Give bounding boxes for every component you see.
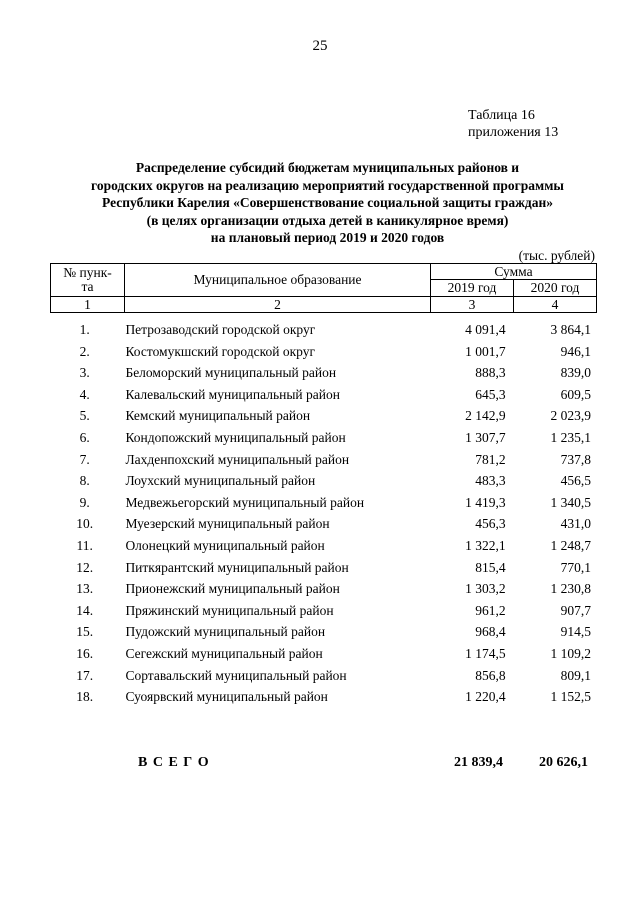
header-year-2020: 2020 год — [514, 280, 597, 297]
row-number: 14. — [76, 602, 94, 618]
total-2019: 21 839,4 — [454, 755, 503, 770]
row-municipality: Прионежский муниципальный район — [125, 581, 340, 597]
units-label: (тыс. рублей) — [518, 248, 595, 263]
row-value-2020: 1 230,8 — [550, 581, 591, 597]
row-value-2020: 839,0 — [560, 365, 591, 381]
row-number: 1. — [79, 322, 90, 337]
table-row — [50, 341, 597, 363]
table-row — [50, 319, 597, 341]
header-sum-cell: Сумма — [431, 264, 597, 280]
row-value-2019: 1 220,4 — [465, 689, 506, 705]
row-value-2019: 1 419,3 — [465, 494, 506, 510]
row-number: 2. — [79, 343, 90, 359]
row-municipality: Кондопожский муниципальный район — [125, 429, 346, 445]
title-line2: городских округов на реализацию мероприятий государственной программы — [91, 177, 564, 193]
row-number: 3. — [79, 365, 90, 381]
row-municipality: Пряжинский муниципальный район — [125, 602, 334, 618]
row-number: 13. — [76, 581, 94, 597]
table-row — [50, 621, 597, 643]
row-municipality: Петрозаводский городской округ — [125, 322, 316, 337]
table-row — [50, 513, 597, 535]
row-value-2019: 4 091,4 — [465, 322, 506, 337]
table-row — [50, 643, 597, 665]
row-value-2020: 737,8 — [560, 451, 591, 467]
table-header — [50, 263, 597, 313]
table-row — [50, 686, 597, 708]
row-value-2019: 815,4 — [475, 559, 506, 575]
table-row — [50, 578, 597, 600]
table-row — [50, 492, 597, 514]
total-2020: 20 626,1 — [539, 755, 588, 770]
table-ref-line1: Таблица 16 — [468, 108, 535, 123]
row-value-2020: 1 248,7 — [550, 537, 591, 553]
table-row — [50, 449, 597, 471]
table-reference — [468, 107, 558, 141]
title-line1: Распределение субсидий бюджетам муниципальных районов и — [135, 160, 520, 175]
title-line4: (в целях организации отдыха детей в каникулярное время) — [146, 212, 509, 228]
title-line5: на плановый период 2019 и 2020 годов — [210, 230, 445, 245]
row-municipality: Муезерский муниципальный район — [125, 516, 330, 532]
row-value-2020: 456,5 — [560, 473, 591, 489]
row-value-2019: 1 001,7 — [465, 343, 506, 359]
row-value-2020: 770,1 — [560, 559, 591, 575]
row-number: 4. — [79, 386, 90, 402]
row-municipality: Лахденпохский муниципальный район — [125, 451, 350, 467]
row-value-2020: 431,0 — [560, 516, 591, 532]
row-value-2020: 914,5 — [560, 624, 591, 640]
row-number: 9. — [79, 494, 90, 510]
row-municipality: Лоухский муниципальный район — [125, 473, 316, 489]
header-col-1: 1 — [51, 297, 125, 313]
table-row — [50, 665, 597, 687]
row-number: 17. — [76, 667, 94, 683]
row-value-2019: 968,4 — [475, 624, 506, 640]
header-num-line2: та — [81, 279, 94, 294]
row-value-2020: 1 340,5 — [550, 494, 591, 510]
row-municipality: Питкярантский муниципальный район — [125, 559, 349, 575]
row-value-2019: 456,3 — [475, 516, 506, 532]
header-col-4: 4 — [514, 297, 597, 313]
row-value-2020: 1 109,2 — [550, 645, 591, 661]
row-number: 15. — [76, 624, 94, 640]
row-value-2020: 809,1 — [560, 667, 591, 683]
header-num-line1: № пунк- — [63, 265, 112, 280]
row-value-2019: 781,2 — [475, 451, 506, 467]
row-value-2019: 1 174,5 — [465, 645, 506, 661]
table-ref-line2: приложения 13 — [468, 125, 559, 140]
table-row — [50, 557, 597, 579]
total-label: В С Е Г О — [138, 755, 210, 770]
row-value-2019: 961,2 — [475, 602, 506, 618]
table-row — [50, 535, 597, 557]
row-value-2020: 946,1 — [560, 343, 591, 359]
row-value-2020: 3 864,1 — [550, 322, 591, 337]
row-municipality: Пудожский муниципальный район — [125, 624, 326, 640]
row-number: 7. — [79, 451, 90, 467]
row-municipality: Сегежский муниципальный район — [125, 645, 323, 661]
row-municipality: Калевальский муниципальный район — [125, 386, 340, 402]
row-number: 18. — [76, 689, 94, 705]
row-value-2019: 1 322,1 — [465, 537, 506, 553]
row-municipality: Кемский муниципальный район — [125, 408, 311, 424]
table-row — [50, 384, 597, 406]
header-name-cell: Муниципальное образование — [125, 264, 431, 297]
row-value-2019: 1 307,7 — [465, 429, 506, 445]
row-value-2019: 2 142,9 — [465, 408, 506, 424]
row-number: 8. — [79, 473, 90, 489]
row-municipality: Медвежьегорский муниципальный район — [125, 494, 365, 510]
table-row — [50, 470, 597, 492]
row-number: 6. — [79, 429, 90, 445]
row-value-2020: 609,5 — [560, 386, 591, 402]
row-value-2019: 856,8 — [475, 667, 506, 683]
row-value-2019: 483,3 — [475, 473, 506, 489]
page-number: 25 — [312, 38, 328, 54]
row-number: 10. — [76, 516, 94, 532]
title-line3: Республики Карелия «Совершенствование социальной защиты граждан» — [102, 195, 553, 210]
row-value-2020: 907,7 — [560, 602, 591, 618]
row-municipality: Беломорский муниципальный район — [125, 365, 337, 381]
row-value-2020: 2 023,9 — [550, 408, 591, 424]
row-number: 16. — [76, 645, 94, 661]
row-municipality: Сортавальский муниципальный район — [125, 667, 347, 683]
row-value-2020: 1 235,1 — [550, 429, 591, 445]
row-number: 12. — [76, 559, 94, 575]
row-value-2019: 888,3 — [475, 365, 506, 381]
data-table — [50, 319, 597, 708]
header-num-cell — [51, 264, 125, 297]
table-row — [50, 405, 597, 427]
row-number: 11. — [76, 537, 93, 553]
row-municipality: Олонецкий муниципальный район — [125, 537, 325, 553]
header-col-3: 3 — [431, 297, 514, 313]
header-year-2019: 2019 год — [431, 280, 514, 297]
table-row — [50, 600, 597, 622]
row-number: 5. — [79, 408, 90, 424]
document-title — [40, 159, 615, 247]
table-row — [50, 362, 597, 384]
row-municipality: Костомукшский городской округ — [125, 343, 315, 359]
row-value-2019: 1 303,2 — [465, 581, 506, 597]
row-municipality: Суоярвский муниципальный район — [125, 689, 328, 705]
table-row — [50, 427, 597, 449]
header-col-2: 2 — [125, 297, 431, 313]
row-value-2019: 645,3 — [475, 386, 506, 402]
row-value-2020: 1 152,5 — [550, 689, 591, 705]
